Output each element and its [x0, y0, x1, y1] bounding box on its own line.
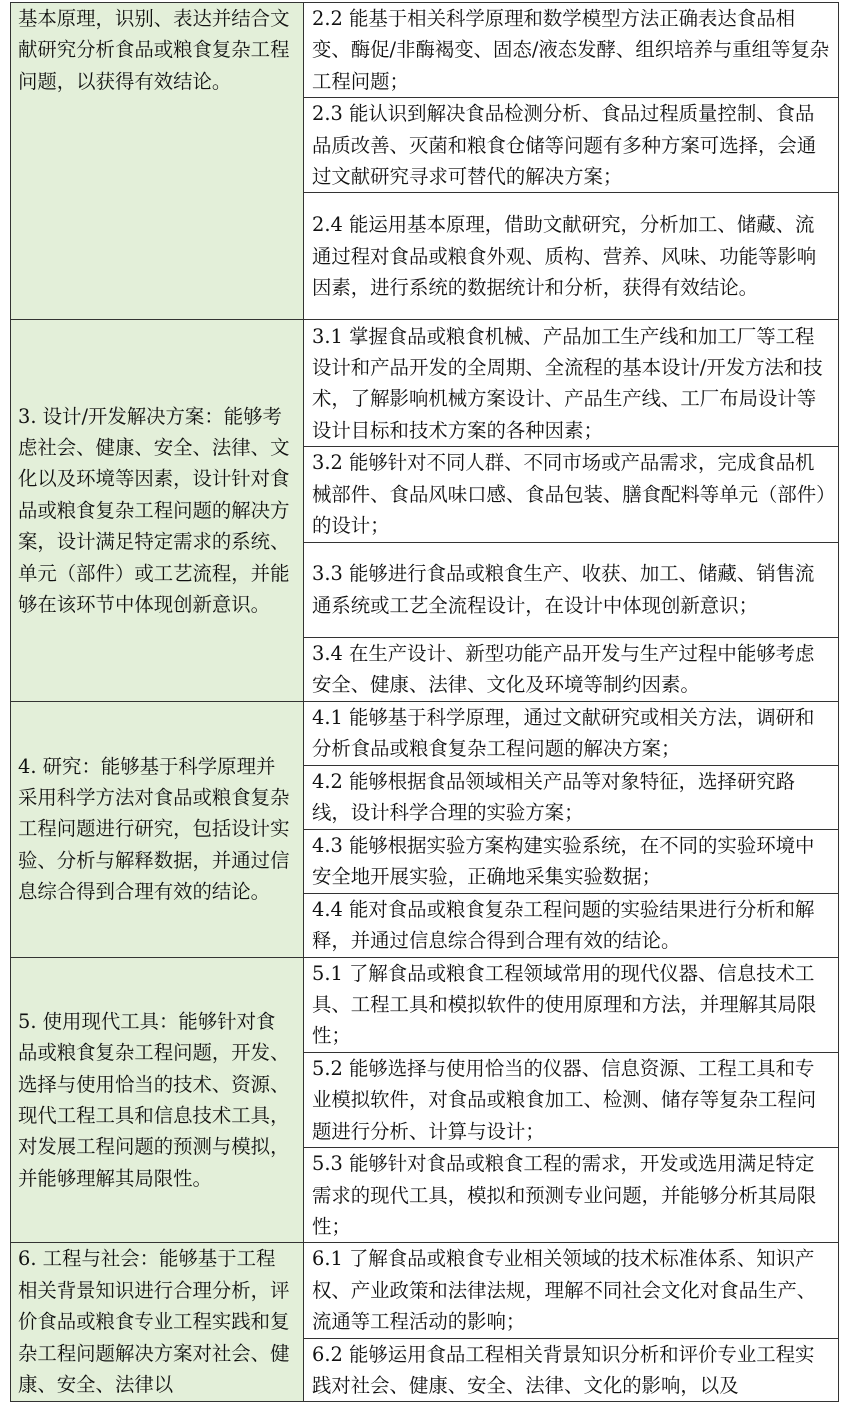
requirement-cell: 4. 研究：能够基于科学原理并采用科学方法对食品或粮食复杂工程问题进行研究，包括设计实验、分析与解释数据，并通过信息综合得到合理有效的结论。 [11, 701, 304, 957]
indicator-cell: 6.2 能够运用食品工程相关背景知识分析和评价专业工程实践对社会、健康、安全、法律、文化的影响，以及 [304, 1338, 839, 1402]
indicator-cell: 4.3 能够根据实验方案构建实验系统，在不同的实验环境中安全地开展实验，正确地采集实验数据； [304, 829, 839, 893]
table-row [11, 3, 839, 98]
graduation-requirements-table [10, 2, 839, 1402]
indicator-cell: 2.2 能基于相关科学原理和数学模型方法正确表达食品相变、酶促/非酶褐变、固态/液态发酵、组织培养与重组等复杂工程问题； [304, 3, 839, 98]
indicator-cell: 4.4 能对食品或粮食复杂工程问题的实验结果进行分析和解释，并通过信息综合得到合理有效的结论。 [304, 893, 839, 957]
table-row [11, 320, 839, 447]
table-row [11, 701, 839, 765]
indicator-cell: 6.1 了解食品或粮食专业相关领域的技术标准体系、知识产权、产业政策和法律法规，理解不同社会文化对食品生产、流通等工程活动的影响； [304, 1243, 839, 1338]
table-row [11, 1243, 839, 1338]
indicator-cell: 5.3 能够针对食品或粮食工程的需求，开发或选用满足特定需求的现代工具，模拟和预测专业问题，并能够分析其局限性； [304, 1148, 839, 1243]
indicator-cell: 2.4 能运用基本原理，借助文献研究，分析加工、储藏、流通过程对食品或粮食外观、质构、营养、风味、功能等影响因素，进行系统的数据统计和分析，获得有效结论。 [304, 193, 839, 320]
indicator-cell: 5.2 能够选择与使用恰当的仪器、信息资源、工程工具和专业模拟软件，对食品或粮食加工、检测、储存等复杂工程问题进行分析、计算与设计； [304, 1052, 839, 1147]
indicator-cell: 3.3 能够进行食品或粮食生产、收获、加工、储藏、销售流通系统或工艺全流程设计，在设计中体现创新意识； [304, 542, 839, 637]
indicator-cell: 5.1 了解食品或粮食工程领域常用的现代仪器、信息技术工具、工程工具和模拟软件的使用原理和方法，并理解其局限性； [304, 957, 839, 1052]
requirement-cell: 5. 使用现代工具：能够针对食品或粮食复杂工程问题，开发、选择与使用恰当的技术、资源、现代工程工具和信息技术工具，对发展工程问题的预测与模拟，并能够理解其局限性。 [11, 957, 304, 1243]
indicator-cell: 3.4 在生产设计、新型功能产品开发与生产过程中能够考虑安全、健康、法律、文化及环境等制约因素。 [304, 637, 839, 701]
indicator-cell: 3.2 能够针对不同人群、不同市场或产品需求，完成食品机械部件、食品风味口感、食品包装、膳食配料等单元（部件）的设计； [304, 447, 839, 542]
indicator-cell: 3.1 掌握食品或粮食机械、产品加工生产线和加工厂等工程设计和产品开发的全周期、全流程的基本设计/开发方法和技术，了解影响机械方案设计、产品生产线、工厂布局设计等设计目标和技术方案的各种因素； [304, 320, 839, 447]
indicator-cell: 4.2 能够根据食品领域相关产品等对象特征，选择研究路线，设计科学合理的实验方案； [304, 765, 839, 829]
indicator-cell: 2.3 能认识到解决食品检测分析、食品过程质量控制、食品品质改善、灭菌和粮食仓储等问题有多种方案可选择，会通过文献研究寻求可替代的解决方案； [304, 98, 839, 193]
requirement-cell: 基本原理，识别、表达并结合文献研究分析食品或粮食复杂工程问题，以获得有效结论。 [11, 3, 304, 320]
requirement-cell: 6. 工程与社会：能够基于工程相关背景知识进行合理分析，评价食品或粮食专业工程实践和复杂工程问题解决方案对社会、健康、安全、法律以 [11, 1243, 304, 1402]
table-row [11, 957, 839, 1052]
indicator-cell: 4.1 能够基于科学原理，通过文献研究或相关方法，调研和分析食品或粮食复杂工程问题的解决方案； [304, 701, 839, 765]
requirement-cell: 3. 设计/开发解决方案：能够考虑社会、健康、安全、法律、文化以及环境等因素，设计针对食品或粮食复杂工程问题的解决方案，设计满足特定需求的系统、单元（部件）或工艺流程，并能够在该环节中体现创新意识。 [11, 320, 304, 701]
